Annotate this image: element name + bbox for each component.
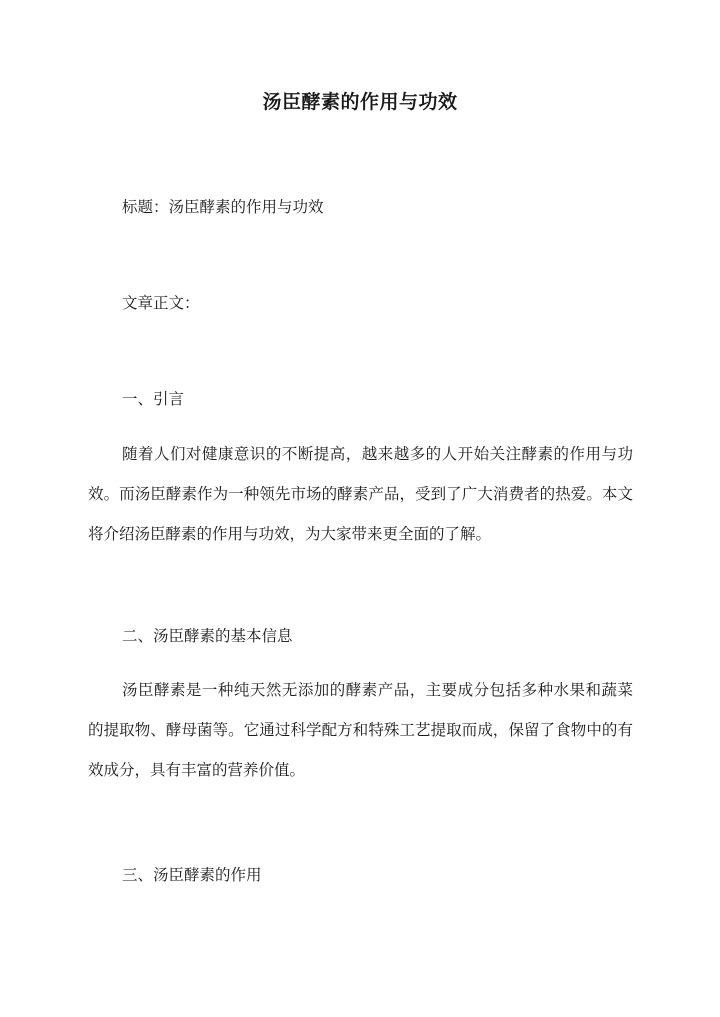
document-title: 汤臣酵素的作用与功效 — [262, 91, 458, 113]
section-heading-intro: 一、引言 — [122, 390, 185, 408]
section-paragraph-intro: 随着人们对健康意识的不断提高，越来越多的人开始关注酵素的作用与功效。而汤臣酵素作为一种领先市场的酵素产品，受到了广大消费者的热爱。本文将介绍汤臣酵素的作用与功效，为大家带来更全面的了解。 — [88, 445, 633, 543]
subject-line: 标题：汤臣酵素的作用与功效 — [122, 198, 324, 216]
section-heading-effects: 三、汤臣酵素的作用 — [122, 866, 262, 884]
section-heading-basic-info: 二、汤臣酵素的基本信息 — [122, 627, 293, 645]
body-label: 文章正文： — [122, 294, 200, 312]
section-paragraph-basic-info: 汤臣酵素是一种纯天然无添加的酵素产品，主要成分包括多种水果和蔬菜的提取物、酵母菌等。它通过科学配方和特殊工艺提取而成，保留了食物中的有效成分，具有丰富的营养价值。 — [88, 681, 633, 779]
